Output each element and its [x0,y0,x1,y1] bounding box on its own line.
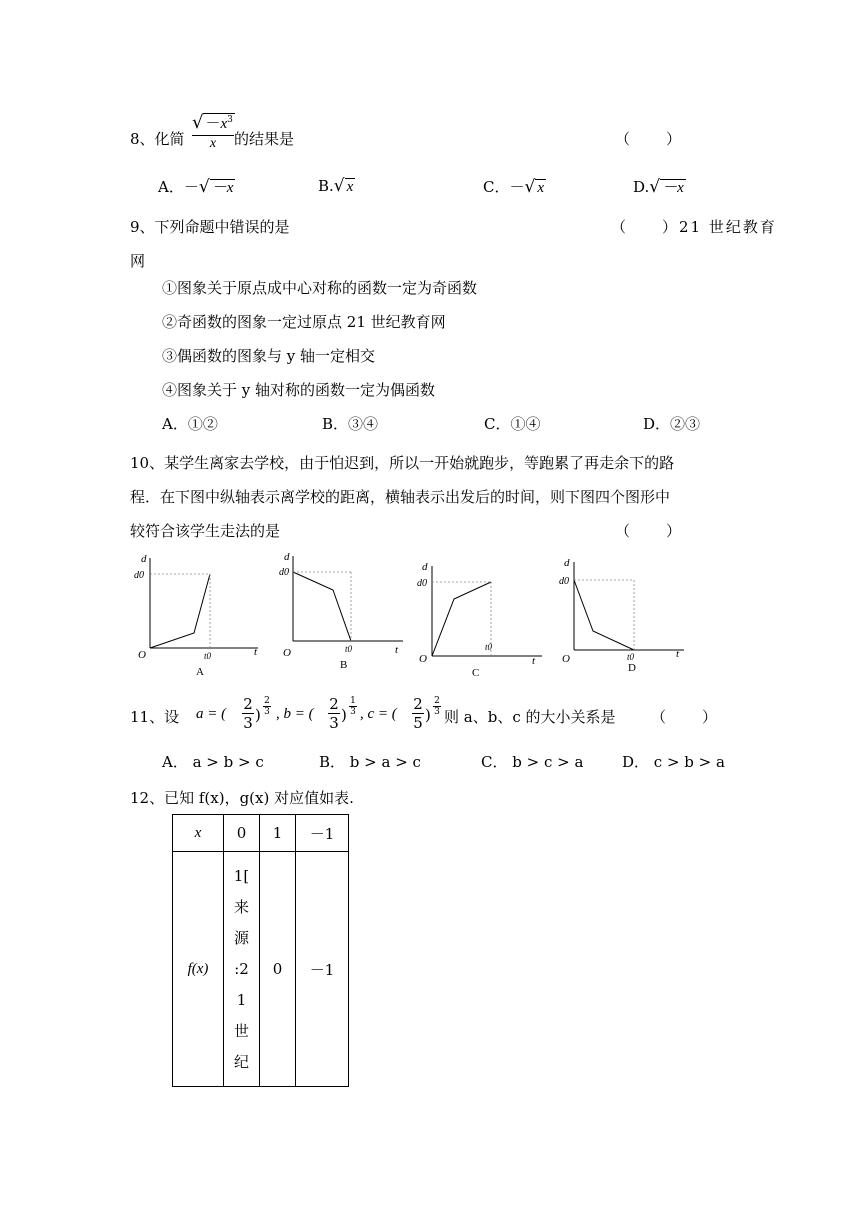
graph-c-t-label: t [532,655,536,667]
table-cell: －1 [296,815,349,852]
q11-frac-c: $\frac{2}{5}$ [413,695,423,732]
graph-a-label: A [196,666,204,678]
q9-item-3: ③偶函数的图象与 y 轴一定相交 [162,347,376,365]
q11-stem: 11、设 [130,708,180,726]
q8-suffix: 的结果是 [234,130,295,148]
q8-fraction: $\frac{√ -x^3}{x}$ [192,112,233,151]
q9-option-a: A．①② [162,415,218,433]
q8-answer-paren: （ ） [615,130,684,148]
graph-c-t0-label: t0 [485,642,493,652]
graph-a-d0-label: d0 [134,570,144,581]
table-header-x: x [173,815,224,852]
table-row [173,815,349,852]
q11-exp-c: $\frac{2}{3}$ [434,696,440,717]
q11-exp-b: $\frac{1}{3}$ [350,696,356,717]
q11-c-def: , c = ( [360,706,397,722]
graph-d-origin-label: O [562,653,570,665]
q9-option-b: B．③④ [322,415,379,433]
graph-d-label: D [628,662,636,674]
graph-c-d0-label: d0 [417,578,427,589]
q11-b-close: ) [341,706,347,724]
q8-option-a: A．－√ －x [158,177,234,197]
graph-b-origin-label: O [283,647,291,659]
q11-b-def: , b = ( [276,706,314,722]
q11-option-b: B． b > a > c [319,753,421,771]
q11-option-a: A． a > b > c [162,753,264,771]
q9-answer-paren: （ ）21 世纪教育 [611,218,777,236]
graph-b-d0-label: d0 [279,567,289,578]
q10-line-1: 10、某学生离家去学校，由于怕迟到，所以一开始就跑步，等跑累了再走余下的路 [130,454,675,472]
q11-c-close: ) [425,706,431,724]
graph-b [278,548,418,680]
graph-b-d-label: d [284,551,290,563]
q8-option-b: B.√ x [318,176,354,196]
q11-option-d: D． c > b > a [622,753,725,771]
q11-exp-a: $\frac{2}{3}$ [264,696,270,717]
values-table [172,814,349,1087]
graph-a [128,548,268,680]
q8-option-d: D.√ －x [633,177,684,197]
q9-item-4: ④图象关于 y 轴对称的函数一定为偶函数 [162,381,436,399]
graph-b-label: B [340,659,348,671]
q9-stem: 9、下列命题中错误的是 [130,218,290,236]
graph-b-t0-label: t0 [345,644,353,654]
graph-d [556,550,696,682]
graph-a-t0-label: t0 [204,651,212,661]
graph-c [414,552,554,684]
graph-d-d0-label: d0 [559,576,569,587]
q10-line-3: 较符合该学生走法的是 [130,522,281,540]
graph-a-d-label: d [141,553,147,565]
q9-wrap: 网 [130,252,146,270]
graph-c-label: C [472,667,480,679]
q11-answer-paren: （ ） [651,708,720,726]
table-row [173,852,349,1087]
graph-d-t-label: t [676,648,680,660]
q11-a-def: a = ( [196,706,227,722]
q11-frac-a: $\frac{2}{3}$ [243,695,253,732]
q10-line-2: 程．在下图中纵轴表示离学校的距离，横轴表示出发后的时间，则下图四个图形中 [130,488,671,506]
graph-d-d-label: d [564,557,570,569]
graph-d-t0-label: t0 [627,652,635,662]
q11-option-c: C． b > c > a [481,753,584,771]
graph-b-t-label: t [395,644,399,656]
graph-a-t-label: t [254,646,258,658]
table-cell: 0 [260,852,296,1087]
q9-option-c: C．①④ [484,415,541,433]
table-cell: 1 [260,815,296,852]
table-cell-stacked: 1[ 来 源 :2 1 世 纪 [224,852,260,1087]
q8-option-c: C．－√ x [483,177,544,197]
graph-c-origin-label: O [419,653,427,665]
q9-item-2: ②奇函数的图象一定过原点 21 世纪教育网 [162,313,446,331]
q9-item-1: ①图象关于原点成中心对称的函数一定为奇函数 [162,279,478,297]
q11-a-close: ) [255,706,261,724]
q11-frac-b: $\frac{2}{3}$ [329,695,339,732]
table-header-fx: f(x) [173,852,224,1087]
graph-a-origin-label: O [138,649,146,661]
table-cell: －1 [296,852,349,1087]
table-cell: 0 [224,815,260,852]
q10-answer-paren: （ ） [615,522,684,540]
graph-c-d-label: d [422,561,428,573]
q9-option-d: D．②③ [643,415,701,433]
q8-stem: 8、化简 [130,130,185,148]
q12-stem: 12、已知 f(x)，g(x) 对应值如表. [130,789,354,807]
q11-suffix: 则 a、b、c 的大小关系是 [444,708,616,726]
